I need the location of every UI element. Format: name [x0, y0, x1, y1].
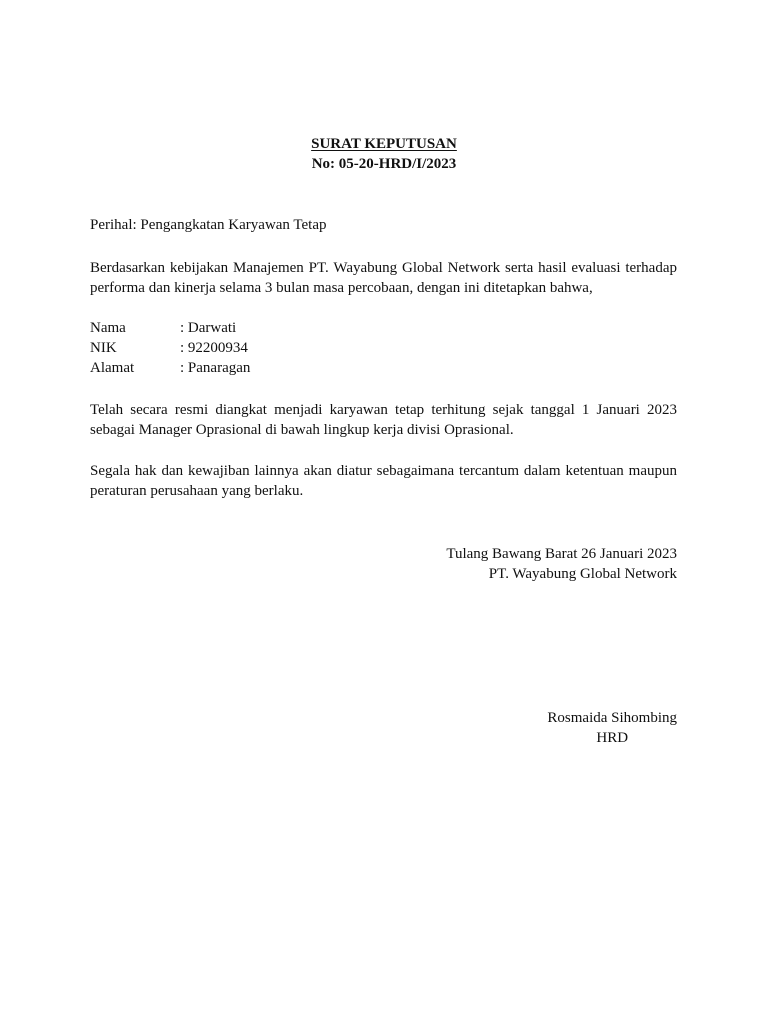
closing-paragraph: Segala hak dan kewajiban lainnya akan diatur sebagaimana tercantum dalam ketentuan maupun peraturan perusahaan yang berlaku.: [90, 463, 677, 499]
company-name: PT. Wayabung Global Network: [488, 566, 677, 582]
field-label: Nama: [90, 320, 126, 336]
opening-paragraph: Berdasarkan kebijakan Manajemen PT. Wayabung Global Network serta hasil evaluasi terhadap performa dan kinerja selama 3 bulan masa percobaan, dengan ini ditetapkan bahwa,: [90, 260, 677, 296]
place-date-block: [446, 544, 677, 584]
field-value: : Darwati: [180, 320, 237, 336]
field-value: : Panaragan: [180, 360, 251, 376]
letter-number: No: 05-20-HRD/I/2023: [311, 156, 457, 172]
place-date: Tulang Bawang Barat 26 Januari 2023: [446, 546, 677, 562]
signature-block: [547, 708, 677, 748]
field-value: : 92200934: [180, 340, 248, 356]
letter-title: SURAT KEPUTUSAN: [311, 136, 457, 152]
field-row-name: [90, 318, 677, 338]
signatory-name: Rosmaida Sihombing: [547, 710, 677, 726]
appointment-paragraph: Telah secara resmi diangkat menjadi karyawan tetap terhitung sejak tanggal 1 Januari 2023 sebagai Manager Oprasional di bawah lingkup kerja divisi Oprasional.: [90, 402, 677, 438]
letter-subject: Perihal: Pengangkatan Karyawan Tetap: [90, 217, 327, 233]
signatory-title: HRD: [596, 730, 629, 746]
field-row-address: [90, 358, 677, 378]
employee-details: [90, 318, 677, 378]
field-row-nik: [90, 338, 677, 358]
field-label: NIK: [90, 340, 117, 356]
field-label: Alamat: [90, 360, 135, 376]
letter-header: [0, 134, 768, 174]
